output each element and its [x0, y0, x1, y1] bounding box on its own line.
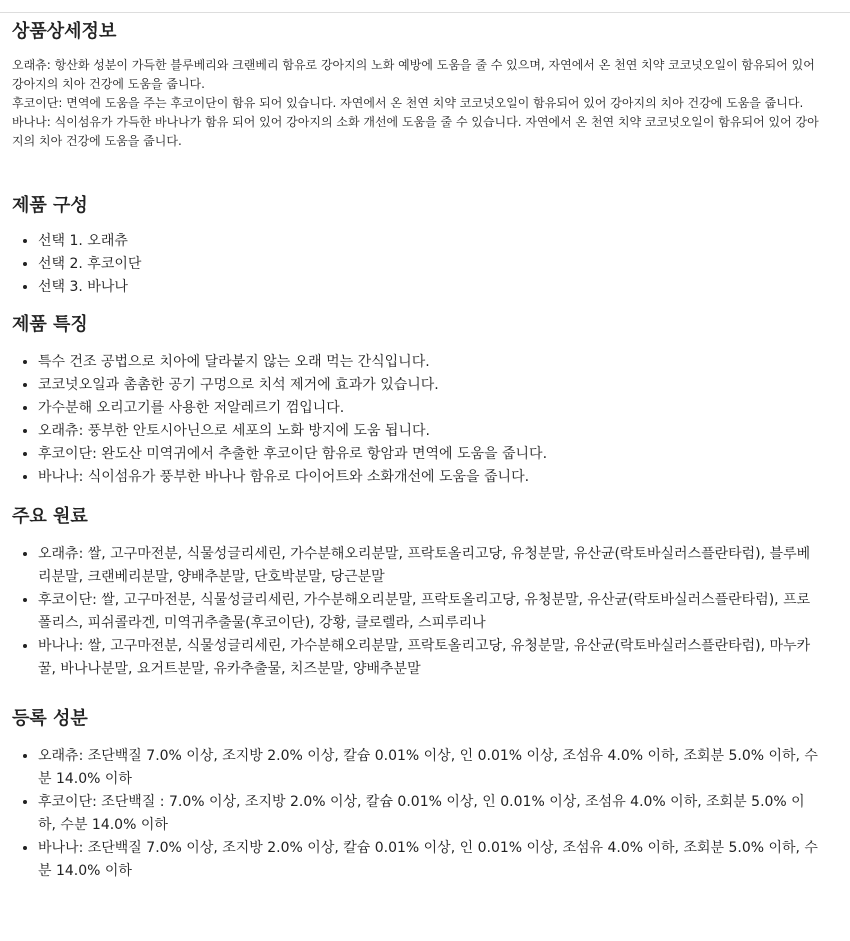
list-item: • 후코이단: 완도산 미역귀에서 추출한 후코이단 함유로 항암과 면역에 도움을 줍니다. — [38, 443, 838, 466]
list-item: • 선택 2. 후코이단 — [38, 253, 838, 276]
list-item: • 오래츄: 조단백질 7.0% 이상, 조지방 2.0% 이상, 칼슘 0.01% 이상, 인 0.01% 이상, 조섬유 4.0% 이하, 조회분 5.0% 이하, 수분 14.0% 이하 — [38, 745, 838, 791]
list-item: • 후코이단: 쌀, 고구마전분, 식물성글리세린, 가수분해오리분말, 프락토올리고당, 유청분말, 유산균(락토바실러스플란타럼), 프로폴리스, 피쉬콜라겐, 미역귀추출물(후코이단), 강황, 클로렐라, 스피루리나 — [38, 589, 838, 635]
registered-heading: 등록 성분 — [12, 708, 88, 729]
registered-list — [12, 745, 838, 883]
list-item: • 특수 건조 공법으로 치아에 달라붙지 않는 오래 먹는 간식입니다. — [38, 351, 838, 374]
list-item: • 선택 3. 바나나 — [38, 276, 838, 299]
list-item: • 가수분해 오리고기를 사용한 저알레르기 껌입니다. — [38, 397, 838, 420]
list-item: • 후코이단: 조단백질 : 7.0% 이상, 조지방 2.0% 이상, 칼슘 0.01% 이상, 인 0.01% 이상, 조섬유 4.0% 이하, 조회분 5.0% 이하, 수분 14.0% 이하 — [38, 791, 838, 837]
page-title: 상품상세정보 — [12, 21, 117, 42]
features-list — [12, 351, 838, 489]
list-item: • 바나나: 쌀, 고구마전분, 식물성글리세린, 가수분해오리분말, 프락토올리고당, 유청분말, 유산균(락토바실러스플란타럼), 마누카꿀, 바나나분말, 요거트분말, 유카추출물, 치즈분말, 양배추분말 — [38, 635, 838, 681]
intro-block — [12, 56, 838, 151]
intro-paragraph-banana: 바나나: 식이섬유가 가득한 바나나가 함유 되어 있어 강아지의 소화 개선에 도움을 줄 수 있습니다. 자연에서 온 천연 치약 코코넛오일이 함유되어 있어 강아지의 치아 건강에 도움을 줍니다. — [12, 115, 819, 148]
list-item: • 선택 1. 오래츄 — [38, 230, 838, 253]
ingredients-heading: 주요 원료 — [12, 506, 88, 527]
list-item: • 바나나: 조단백질 7.0% 이상, 조지방 2.0% 이상, 칼슘 0.01% 이상, 인 0.01% 이상, 조섬유 4.0% 이하, 조회분 5.0% 이하, 수분 14.0% 이하 — [38, 837, 838, 883]
composition-heading: 제품 구성 — [12, 195, 88, 216]
composition-list — [12, 230, 838, 299]
list-item: • 오래츄: 쌀, 고구마전분, 식물성글리세린, 가수분해오리분말, 프락토올리고당, 유청분말, 유산균(락토바실러스플란타럼), 블루베리분말, 크랜베리분말, 양배추분말, 단호박분말, 당근분말 — [38, 543, 838, 589]
intro-paragraph-orae: 오래츄: 항산화 성분이 가득한 블루베리와 크랜베리 함유로 강아지의 노화 예방에 도움을 줄 수 있으며, 자연에서 온 천연 치약 코코넛오일이 함유되어 있어 강아지의 치아 건강에 도움을 줍니다. — [12, 58, 815, 91]
top-divider — [0, 12, 850, 13]
list-item: • 코코넛오일과 촘촘한 공기 구멍으로 치석 제거에 효과가 있습니다. — [38, 374, 838, 397]
ingredients-list — [12, 543, 838, 681]
list-item: • 오래츄: 풍부한 안토시아닌으로 세포의 노화 방지에 도움 됩니다. — [38, 420, 838, 443]
features-heading: 제품 특징 — [12, 314, 88, 335]
list-item: • 바나나: 식이섬유가 풍부한 바나나 함유로 다이어트와 소화개선에 도움을 줍니다. — [38, 466, 838, 489]
intro-paragraph-fucoidan: 후코이단: 면역에 도움을 주는 후코이단이 함유 되어 있습니다. 자연에서 온 천연 치약 코코넛오일이 함유되어 있어 강아지의 치아 건강에 도움을 줍니다. — [12, 96, 804, 110]
